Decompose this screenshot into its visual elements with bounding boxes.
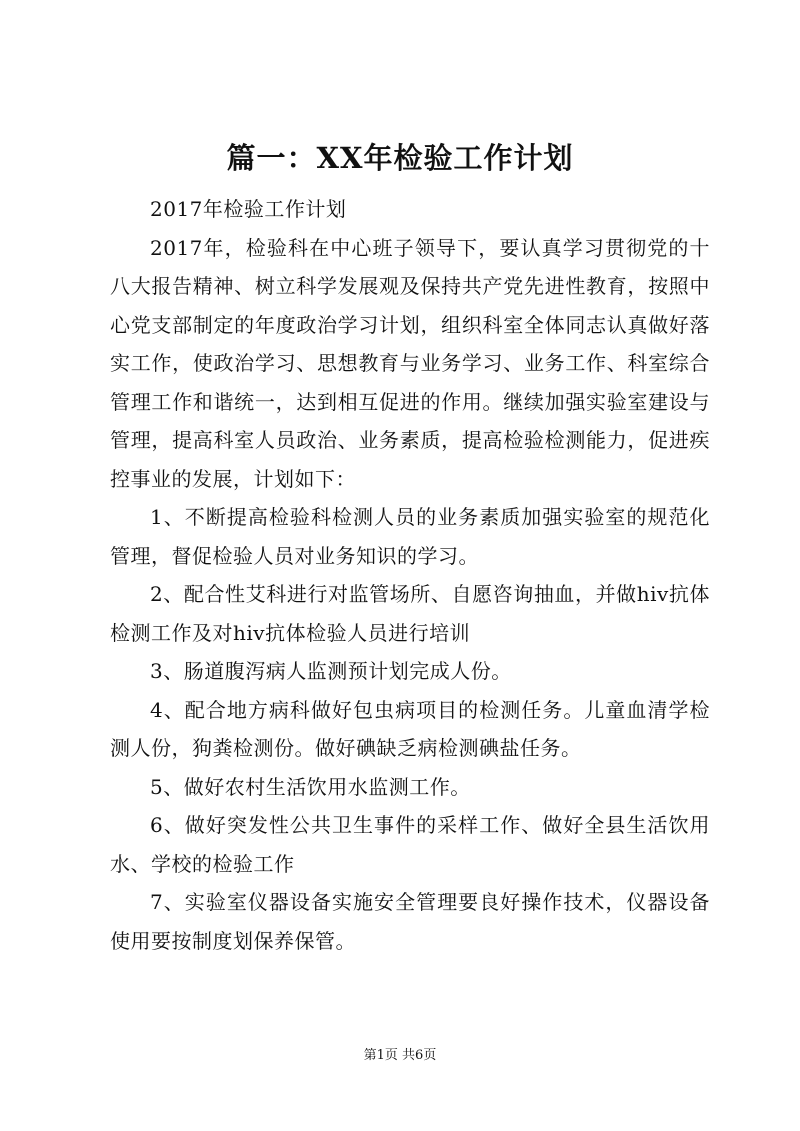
plan-item-2: 2、配合性艾科进行对监管场所、自愿咨询抽血，并做hiv抗体检测工作及对hiv抗体检验人员进行培训 [110,582,710,645]
document-subtitle: 2017年检验工作计划 [150,197,347,221]
plan-item-7: 7、实验室仪器设备实施安全管理要良好操作技术，仪器设备使用要按制度划保养保管。 [110,890,710,953]
page-number-footer: 第1页 共6页 [363,1048,437,1063]
plan-item-5: 5、做好农村生活饮用水监测工作。 [150,774,471,799]
plan-item-3: 3、肠道腹泻病人监测预计划完成人份。 [150,659,512,683]
plan-item-4: 4、配合地方病科做好包虫病项目的检测任务。儿童血清学检测人份，狗粪检测份。做好碘缺乏病检测碘盐任务。 [110,697,710,760]
document-body [110,190,710,960]
intro-paragraph: 2017年，检验科在中心班子领导下，要认真学习贯彻党的十八大报告精神、树立科学发展观及保持共产党先进性教育，按照中心党支部制定的年度政治学习计划，组织科室全体同志认真做好落实工作，使政治学习、思想教育与业务学习、业务工作、科室综合管理工作和谐统一，达到相互促进的作用。继续加强实验室建设与管理，提高科室人员政治、业务素质，提高检验检测能力，促进疾控事业的发展，计划如下： [110,235,710,491]
plan-item-6: 6、做好突发性公共卫生事件的采样工作、做好全县生活饮用水、学校的检验工作 [110,813,710,876]
plan-item-1: 1、不断提高检验科检测人员的业务素质加强实验室的规范化管理，督促检验人员对业务知识的学习。 [110,505,710,568]
document-title: 篇一：XX年检验工作计划 [226,141,574,175]
